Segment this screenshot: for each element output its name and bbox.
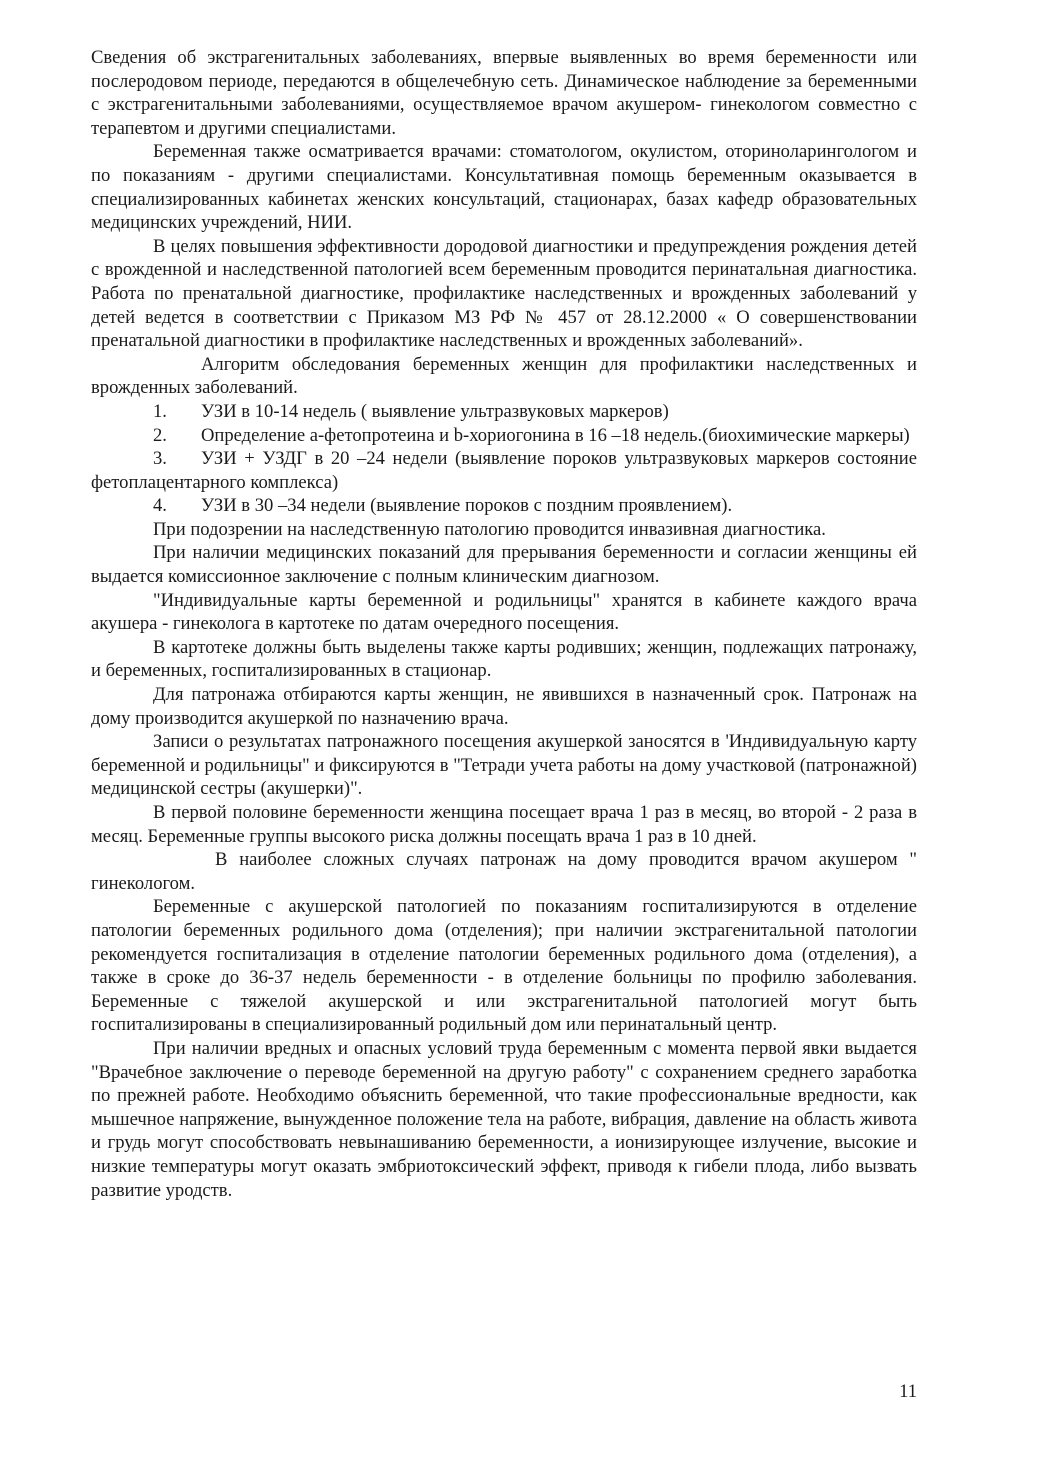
list-item	[91, 447, 917, 494]
list-text: УЗИ в 10-14 недель ( выявление ультразвуковых маркеров)	[201, 400, 669, 422]
list-number: 1.	[153, 400, 167, 422]
paragraph: При наличии медицинских показаний для прерывания беременности и согласии женщины ей выдается комиссионное заключение с полным клиническим диагнозом.	[91, 542, 917, 588]
paragraph: Беременная также осматривается врачами: стоматологом, окулистом, оториноларингологом и по показаниям - другими специалистами. Консультативная помощь беременным оказывается в специализированных кабинетах женских консультаций, стационарах, базах кафедр образовательных медицинских учреждений, НИИ.	[91, 141, 917, 234]
list-text: Определение а-фетопротеина и b-хориогонина в 16 –18 недель.(биохимические маркеры)	[201, 424, 910, 446]
document-body	[91, 46, 917, 1202]
list-number: 2.	[153, 424, 167, 446]
paragraph: В картотеке должны быть выделены также карты родивших; женщин, подлежащих патронажу, и беременных, госпитализированных в стационар.	[91, 636, 917, 682]
paragraph: Записи о результатах патронажного посещения акушеркой заносятся в 'Индивидуальную карту беременной и родильницы" и фиксируются в "Тетради учета работы на дому участковой (патронажной) медицинской сестры (акушерки)".	[91, 731, 917, 800]
paragraph: "Индивидуальные карты беременной и родильницы" хранятся в кабинете каждого врача акушера - гинеколога в картотеке по датам очередного посещения.	[91, 589, 917, 635]
list-number: 4.	[153, 495, 167, 517]
paragraph: В наиболее сложных случаях патронаж на дому проводится врачом акушером " гинекологом.	[91, 849, 917, 894]
paragraph: Сведения об экстрагенитальных заболеваниях, впервые выявленных во время беременности или послеродовом периоде, передаются в общелечебную сеть. Динамическое наблюдение за беременными с экстрагенитальными заболеваниями, осуществляемое врачом акушером- гинекологом совместно с терапевтом и другими специалистами.	[91, 47, 917, 139]
paragraph: В первой половине беременности женщина посещает врача 1 раз в месяц, во второй - 2 раза в месяц. Беременные группы высокого риска должны посещать врача 1 раз в 10 дней.	[91, 802, 917, 847]
list-item	[91, 400, 917, 424]
paragraph: Алгоритм обследования беременных женщин для профилактики наследственных и врожденных заболеваний.	[91, 353, 917, 399]
paragraph: В целях повышения эффективности дородовой диагностики и предупреждения рождения детей с врожденной и наследственной патологией всем беременным проводится перинатальная диагностика. Работа по пренатальной диагностике, профилактике наследственных и врожденных заболеваний у детей ведется в соответствии с Приказом МЗ РФ № 457 от 28.12.2000 « О совершенствовании пренатальной диагностики в профилактике наследственных и врожденных заболеваний».	[91, 235, 917, 352]
paragraph: Беременные с акушерской патологией по показаниям госпитализируются в отделение патологии беременных родильного дома (отделения); при наличии экстрагенитальной патологии рекомендуется госпитализация в отделение патологии беременных родильного дома (отделения), а также в сроке до 36-37 недель беременности - в отделение больницы по профилю заболевания. Беременные с тяжелой акушерской и или экстрагенитальной патологией могут быть госпитализированы в специализированный родильный дом или перинатальный центр.	[91, 896, 917, 1036]
list-item	[91, 424, 917, 448]
list-text: УЗИ в 30 –34 недели (выявление пороков с поздним проявлением).	[201, 495, 733, 517]
paragraph: При наличии вредных и опасных условий труда беременным с момента первой явки выдается "Врачебное заключение о переводе беременной на другую работу" с сохранением среднего заработка по прежней работе. Необходимо объяснить беременной, что такие профессиональные вредности, как мышечное напряжение, вынужденное положение тела на работе, вибрация, давление на область живота и грудь могут способствовать невынашиванию беременности, а ионизирующее излучение, высокие и низкие температуры могут оказать эмбриотоксический эффект, приводя к гибели плода, либо вызвать развитие уродств.	[91, 1037, 917, 1201]
paragraph: Для патронажа отбираются карты женщин, не явившихся в назначенный срок. Патронаж на дому производится акушеркой по назначению врача.	[91, 684, 917, 729]
list-item	[91, 494, 917, 518]
list-number: 3.	[153, 448, 167, 470]
list-text: УЗИ + УЗДГ в 20 –24 недели (выявление пороков ультразвуковых маркеров состояние фетоплацентарного комплекса)	[91, 448, 917, 493]
paragraph: При подозрении на наследственную патологию проводится инвазивная диагностика.	[153, 518, 826, 540]
page-number: 11	[899, 1381, 917, 1402]
